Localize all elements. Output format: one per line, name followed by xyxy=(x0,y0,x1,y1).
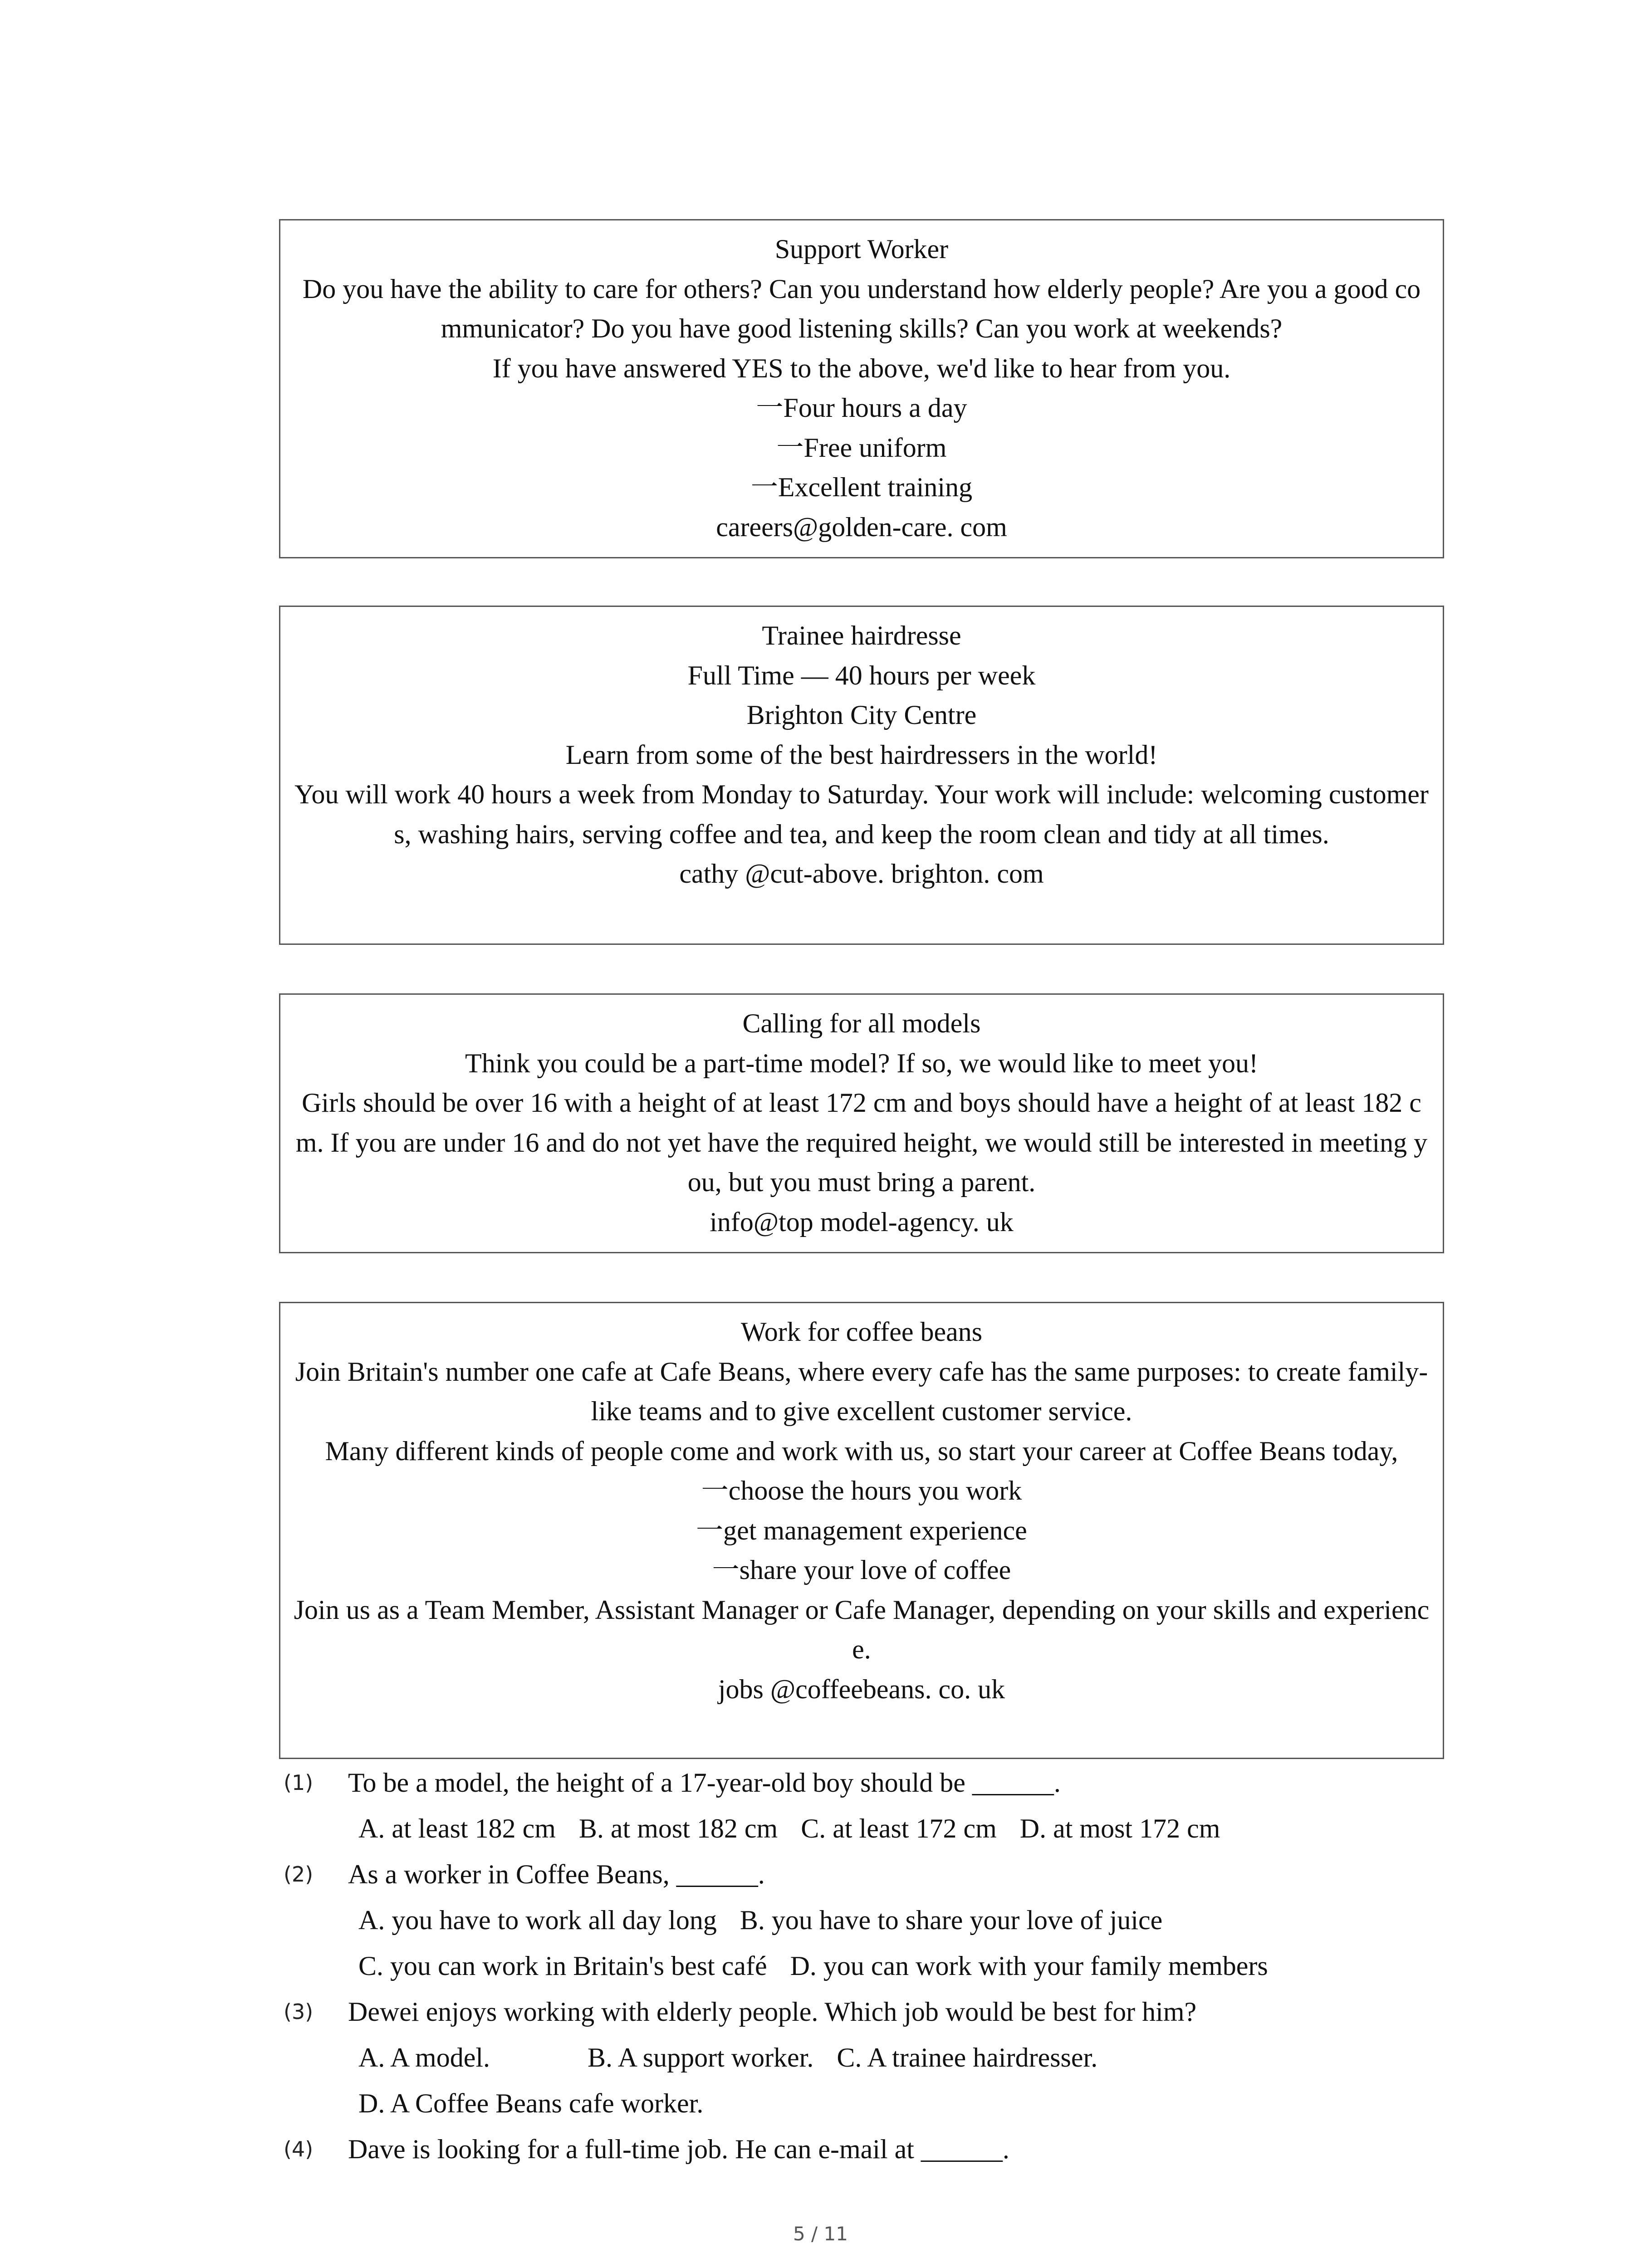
ad-title: Work for coffee beans xyxy=(740,1317,983,1347)
ad-title: Trainee hairdresse xyxy=(762,621,961,650)
question-3 xyxy=(279,1989,1459,2035)
ad-description: Girls should be over 16 with a height of at least 172 cm and boys should have a height of at least 182 cm. If you are under 16 and do not yet have the required height, we would still be interested in meeting you, but you must bring a parent. xyxy=(295,1088,1428,1197)
ad-description: Join us as a Team Member, Assistant Manager or Cafe Manager, depending on your skills and experience. xyxy=(294,1594,1430,1664)
ad-email: cathy @cut-above. brighton. com xyxy=(679,859,1044,889)
ad-email: jobs @coffeebeans. co. uk xyxy=(718,1674,1005,1704)
question-2-options xyxy=(279,1897,1459,1943)
ad-description: Do you have the ability to care for others? Can you understand how elderly people? Are you a good communicator? Do you have good listening skills? Can you work at weekends? xyxy=(302,274,1421,343)
option-c: C. you can work in Britain's best café xyxy=(358,1951,767,1981)
ad-bullet: 一Four hours a day xyxy=(756,393,967,423)
question-3-options xyxy=(279,2081,1459,2126)
question-1-options xyxy=(279,1806,1459,1852)
option-a: A. at least 182 cm xyxy=(358,1813,556,1843)
ad-tagline: Learn from some of the best hairdressers in the world! xyxy=(565,739,1158,770)
option-b: B. A support worker. xyxy=(588,2043,814,2072)
option-b: B. at most 182 cm xyxy=(578,1813,778,1843)
question-text: To be a model, the height of a 17-year-old boy should be ______. xyxy=(348,1768,1061,1798)
question-list xyxy=(279,1760,1459,2172)
ad-title: Support Worker xyxy=(774,234,949,264)
ad-trainee-hairdresser xyxy=(279,606,1444,945)
option-d: D. A Coffee Beans cafe worker. xyxy=(358,2088,704,2118)
option-a: A. you have to work all day long xyxy=(358,1905,717,1935)
ad-description: Join Britain's number one cafe at Cafe Beans, where every cafe has the same purposes: to create family-like teams and to give excellent customer service. xyxy=(295,1356,1428,1426)
question-number: (2) xyxy=(284,1862,314,1887)
ad-title: Calling for all models xyxy=(742,1008,981,1038)
question-1 xyxy=(279,1760,1459,1806)
question-number: (3) xyxy=(284,1999,314,2024)
question-text: Dewei enjoys working with elderly people. Which job would be best for him? xyxy=(348,1997,1197,2027)
option-d: D. you can work with your family members xyxy=(790,1951,1268,1981)
ad-description: Many different kinds of people come and work with us, so start your career at Coffee Beans today, xyxy=(325,1436,1398,1466)
ad-email: careers@golden-care. com xyxy=(716,512,1007,542)
question-2-options xyxy=(279,1943,1459,1989)
ad-hours: Full Time — 40 hours per week xyxy=(687,660,1036,690)
option-b: B. you have to share your love of juice xyxy=(740,1905,1163,1935)
question-number: (4) xyxy=(284,2137,314,2161)
question-number: (1) xyxy=(284,1770,314,1795)
ad-bullet: 一get management experience xyxy=(696,1515,1027,1545)
ad-bullet: 一choose the hours you work xyxy=(701,1476,1022,1505)
ad-description: You will work 40 hours a week from Monday to Saturday. Your work will include: welcoming customers, washing hairs, serving coffee and tea, and keep the room clean and tidy at all times. xyxy=(294,779,1429,849)
ad-email: info@top model-agency. uk xyxy=(710,1207,1014,1237)
question-text: Dave is looking for a full-time job. He can e-mail at ______. xyxy=(348,2134,1009,2164)
question-2 xyxy=(279,1852,1459,1897)
ad-location: Brighton City Centre xyxy=(746,700,977,730)
question-4 xyxy=(279,2126,1459,2172)
ad-coffee-beans xyxy=(279,1302,1444,1759)
ad-bullet: 一share your love of coffee xyxy=(712,1555,1011,1585)
question-text: As a worker in Coffee Beans, ______. xyxy=(348,1859,765,1889)
option-c: C. at least 172 cm xyxy=(801,1813,997,1843)
ad-support-worker xyxy=(279,219,1444,558)
page-number: 5 / 11 xyxy=(793,2223,848,2245)
option-d: D. at most 172 cm xyxy=(1019,1813,1220,1843)
ad-intro: Think you could be a part-time model? If so, we would like to meet you! xyxy=(465,1048,1258,1078)
ad-bullet: 一Excellent training xyxy=(750,472,973,502)
option-c: C. A trainee hairdresser. xyxy=(837,2043,1098,2072)
ad-models xyxy=(279,993,1444,1253)
question-3-options xyxy=(279,2035,1459,2081)
option-a: A. A model. xyxy=(358,2043,490,2072)
ad-bullet: 一Free uniform xyxy=(776,432,947,463)
ad-description: If you have answered YES to the above, we'd like to hear from you. xyxy=(492,353,1231,383)
